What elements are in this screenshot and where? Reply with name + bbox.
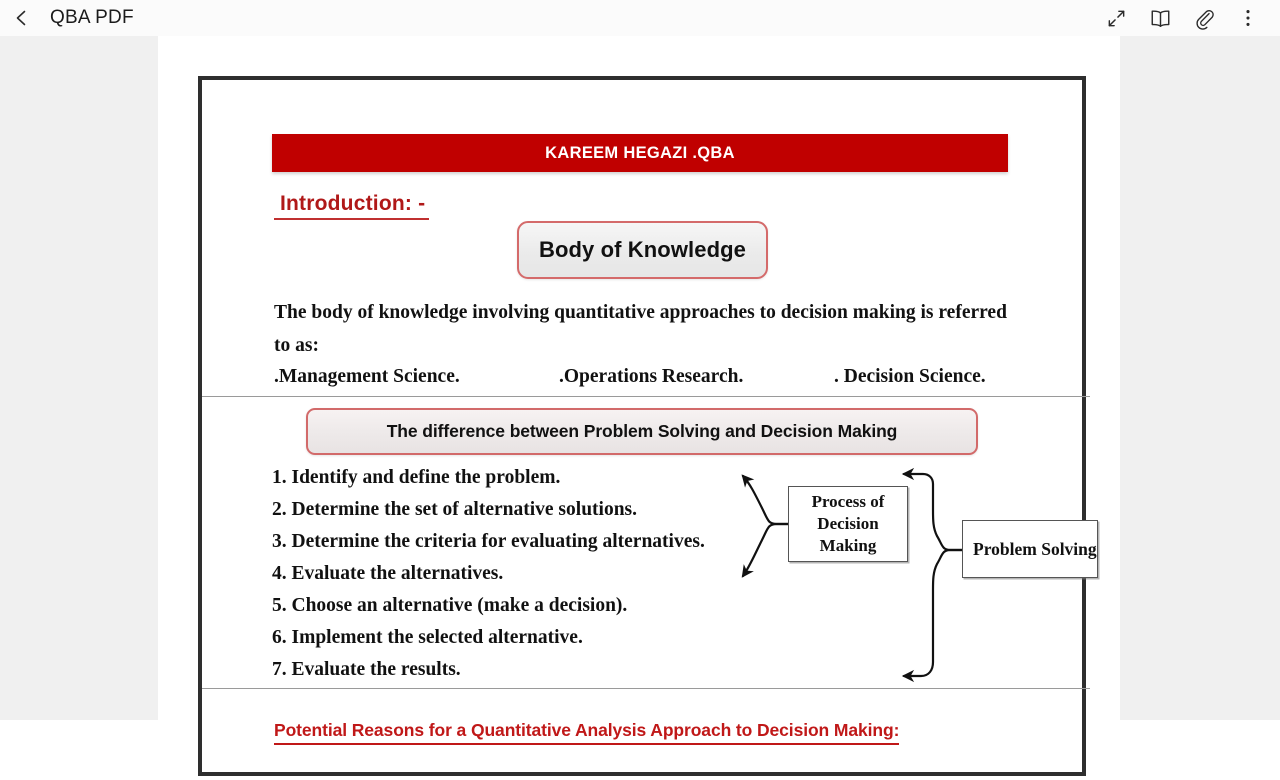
problem-solving-box xyxy=(962,520,1098,578)
process-of-decision-making-label: Process of Decision Making xyxy=(811,492,885,555)
science-item-operations: .Operations Research. xyxy=(559,366,744,387)
list-item: 5. Choose an alternative (make a decision). xyxy=(272,595,628,616)
science-item-decision: . Decision Science. xyxy=(834,366,986,387)
expand-icon xyxy=(1106,8,1127,29)
more-options-icon xyxy=(1238,8,1258,28)
potential-reasons-heading: Potential Reasons for a Quantitative Analysis Approach to Decision Making: xyxy=(274,720,899,745)
divider-bottom xyxy=(202,688,1090,689)
list-item: 3. Determine the criteria for evaluating alternatives. xyxy=(272,531,705,552)
attachment-icon xyxy=(1193,7,1215,29)
introduction-heading: Introduction: - xyxy=(274,192,429,220)
problem-solving-label: Problem Solving xyxy=(973,538,1097,559)
list-item: 2. Determine the set of alternative solutions. xyxy=(272,499,638,520)
app-header xyxy=(0,0,1280,36)
body-of-knowledge-box xyxy=(517,221,768,279)
sciences-row xyxy=(274,366,1034,388)
pdf-viewer[interactable] xyxy=(0,36,1280,740)
book-view-button[interactable] xyxy=(1138,0,1182,36)
difference-heading-label: The difference between Problem Solving and Decision Making xyxy=(386,421,898,441)
body-paragraph: The body of knowledge involving quantitative approaches to decision making is referred to as: xyxy=(274,302,1007,356)
chevron-left-icon xyxy=(12,8,32,28)
divider-top xyxy=(202,396,1090,397)
process-of-decision-making-box xyxy=(788,486,908,562)
document-canvas xyxy=(202,80,1097,772)
expand-button[interactable] xyxy=(1094,0,1138,36)
list-item: 1. Identify and define the problem. xyxy=(272,467,561,488)
header-actions xyxy=(1094,0,1280,36)
attachment-button[interactable] xyxy=(1182,0,1226,36)
list-item: 6. Implement the selected alternative. xyxy=(272,627,583,648)
science-item-management: .Management Science. xyxy=(274,366,460,387)
list-item: 4. Evaluate the alternatives. xyxy=(272,563,504,584)
document-page[interactable] xyxy=(198,76,1097,776)
more-options-button[interactable] xyxy=(1226,0,1270,36)
back-button[interactable] xyxy=(0,0,44,36)
document-banner: KAREEM HEGAZI .QBA xyxy=(272,134,1008,172)
page-title: QBA PDF xyxy=(50,7,134,28)
difference-heading-box xyxy=(306,408,978,455)
body-of-knowledge-label: Body of Knowledge xyxy=(538,237,747,262)
decision-steps-list xyxy=(272,462,772,686)
list-item: 7. Evaluate the results. xyxy=(272,659,461,680)
book-view-icon xyxy=(1149,7,1172,30)
